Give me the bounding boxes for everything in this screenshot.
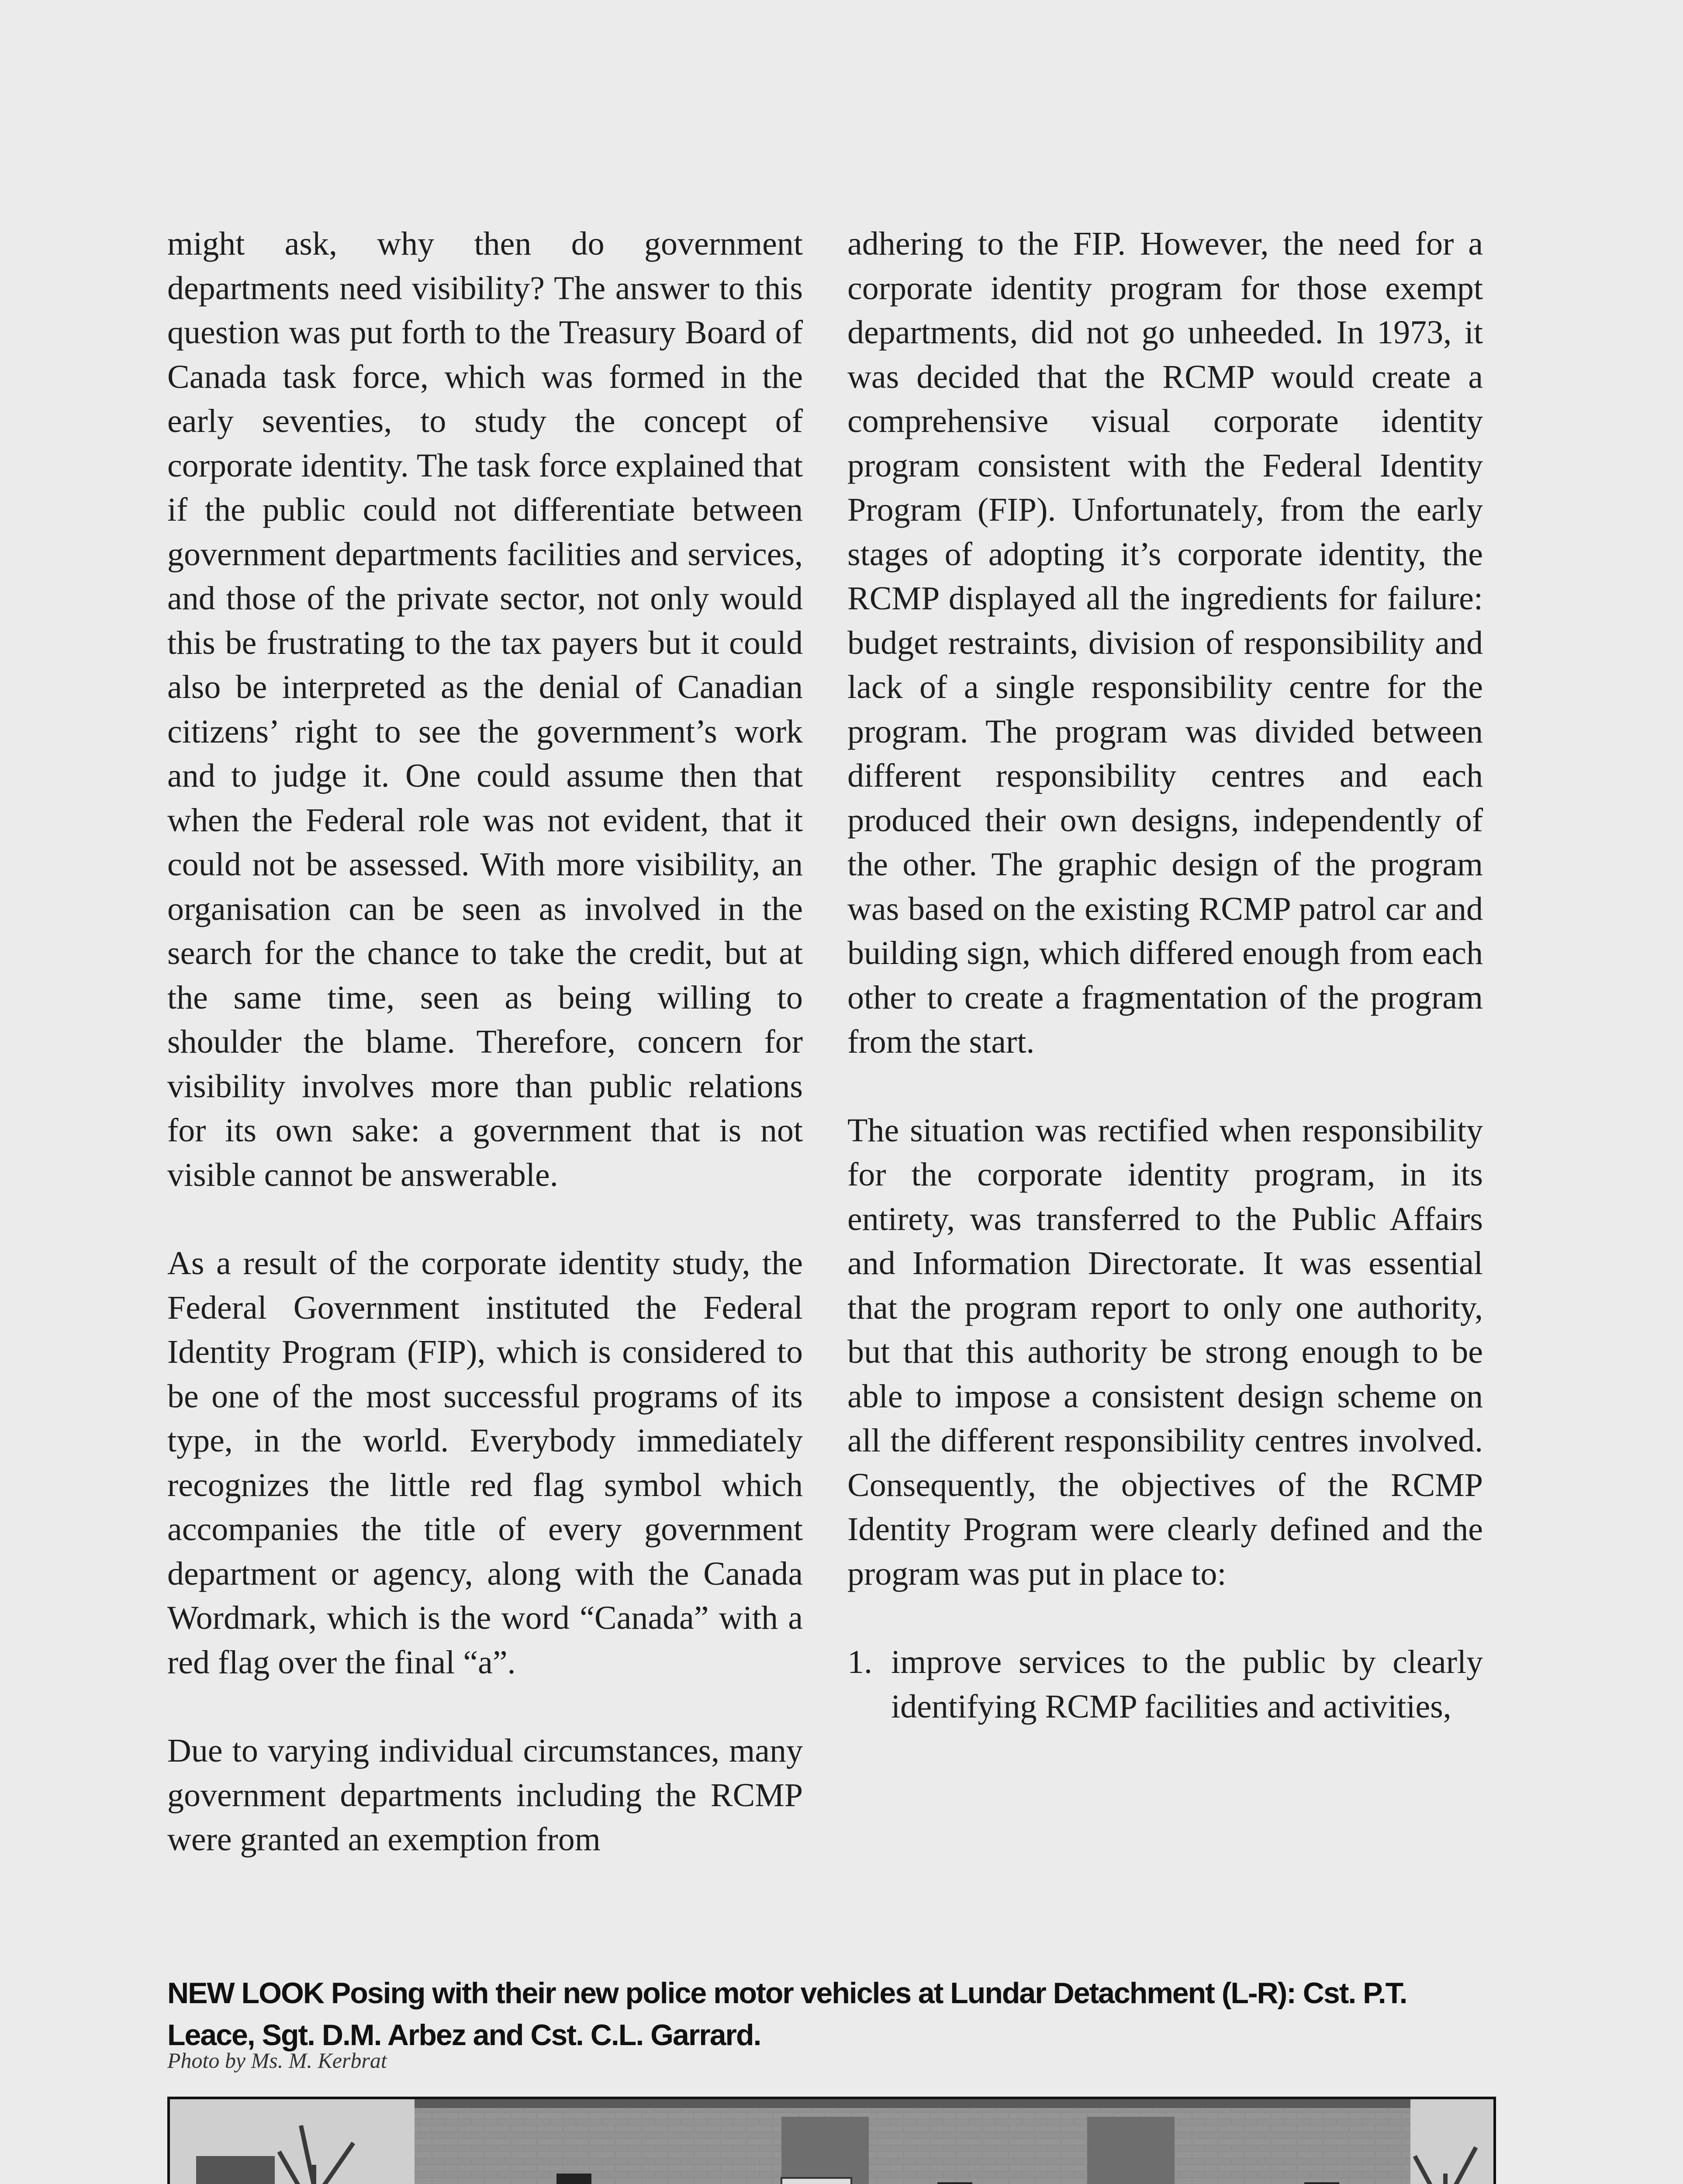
- paragraph: The situation was rectified when responsibility for the corporate identity program, in its entirety, was transferred to the Public Affairs and Information Directorate. It was essential that the program report to only one authority, but that this authority be strong enough to be able to impose a consistent design scheme on all the different responsibility centres involved. Consequently, the objectives of the RCMP Identity Program were clearly defined and the program was put in place to:: [847, 1112, 1483, 1592]
- article-left-column: [167, 222, 803, 1906]
- police-vehicles-illustration: [170, 2099, 1493, 2184]
- objectives-list: [847, 1640, 1483, 1729]
- paragraph: might ask, why then do government departments need visibility? The answer to this question was put forth to the Treasury Board of Canada task force, which was formed in the early seventies, to study the concept of corporate identity. The task force explained that if the public could not differentiate between government departments facilities and services, and those of the private sector, not only would this be frustrating to the tax payers but it could also be interpreted as the denial of Canadian citizens’ right to see the government’s work and to judge it. One could assume then that when the Federal role was not evident, that it could not be assessed. With more visibility, an organisation can be seen as involved in the search for the chance to take the credit, but at the same time, seen as being willing to shoulder the blame. Therefore, concern for visibility involves more than public relations for its own sake: a government that is not visible cannot be answerable.: [167, 225, 803, 1193]
- paragraph: adhering to the FIP. However, the need for a corporate identity program for those exempt departments, did not go unheeded. In 1973, it was decided that the RCMP would create a comprehensive visual corporate identity program consistent with the Federal Identity Program (FIP). Unfortunately, from the early stages of adopting it’s corporate identity, the RCMP displayed all the ingredients for failure: budget restraints, division of responsibility and lack of a single responsibility centre for the program. The program was divided between different responsibility centres and each produced their own designs, independently of the other. The graphic design of the program was based on the existing RCMP patrol car and building sign, which differed enough from each other to create a fragmentation of the program from the start.: [847, 225, 1483, 1060]
- photo-credit: Photo by Ms. M. Kerbrat: [167, 2048, 387, 2073]
- photo-caption: NEW LOOK Posing with their new police motor vehicles at Lundar Detachment (L-R): Cst. P.T. Leace, Sgt. D.M. Arbez and Cst. C.L. Garrard.: [167, 1977, 1407, 2052]
- list-item-text: improve services to the public by clearly identifying RCMP facilities and activities,: [891, 1644, 1483, 1725]
- paragraph: Due to varying individual circumstances, many government departments including the RCMP were granted an exemption from: [167, 1732, 803, 1858]
- article-right-column: [847, 222, 1483, 1729]
- list-item-number: 1.: [847, 1644, 872, 1680]
- police-vehicles-photo: [167, 2097, 1496, 2184]
- list-item: [847, 1640, 1483, 1729]
- paragraph: As a result of the corporate identity study, the Federal Government instituted the Federal Identity Program (FIP), which is considered to be one of the most successful programs of its type, in the world. Everybody immediately recognizes the little red flag symbol which accompanies the title of every government department or agency, along with the Canada Wordmark, which is the word “Canada” with a red flag over the final “a”.: [167, 1245, 803, 1681]
